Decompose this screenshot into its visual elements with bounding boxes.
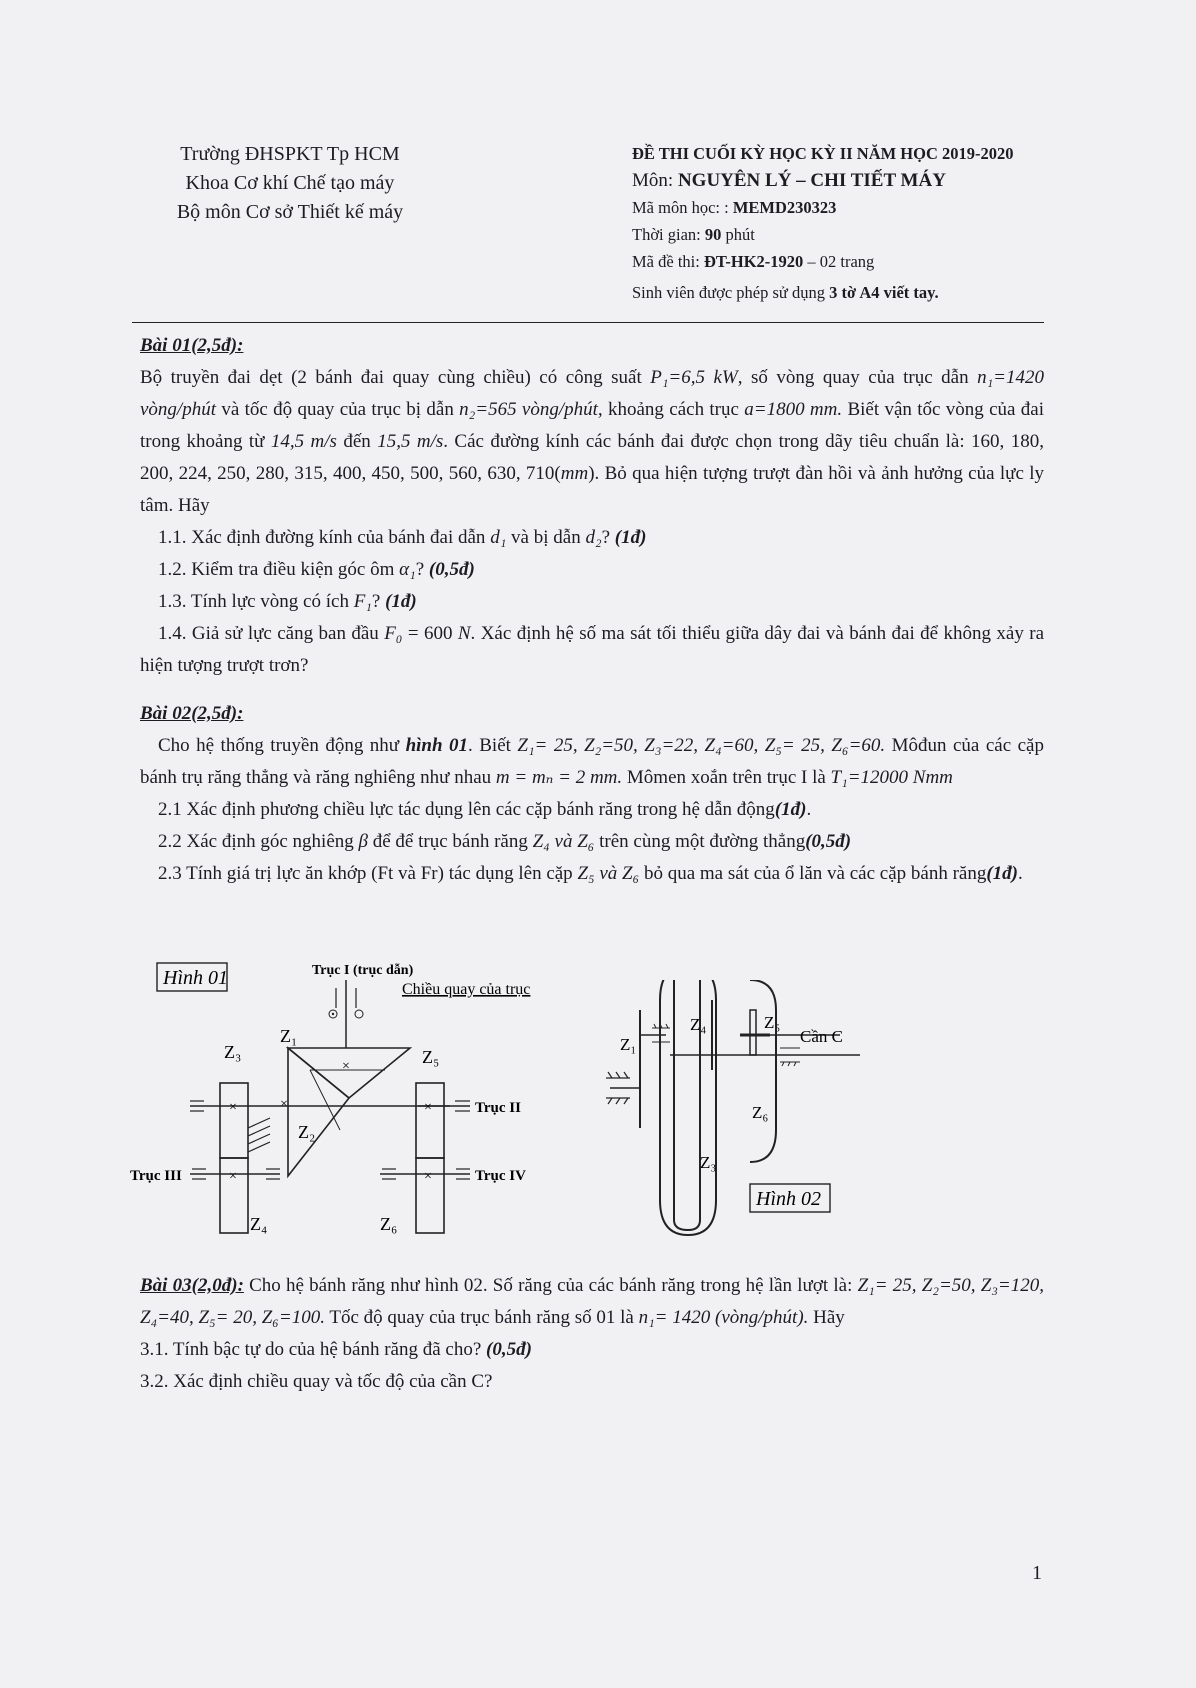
shaft-2-label: Trục II <box>475 1100 521 1116</box>
problem-1-title: Bài 01(2,5đ): <box>140 335 244 356</box>
figure-2 <box>600 980 910 1240</box>
svg-text:×: × <box>424 1169 432 1184</box>
f2-z6-label: Z₆ <box>752 1103 769 1122</box>
rotation-label: Chiều quay của trục <box>402 981 531 998</box>
institution-block <box>140 140 440 227</box>
rotation-cross-icon <box>355 1010 363 1018</box>
figure-1 <box>130 958 570 1238</box>
question-3-1: 3.1. Tính bậc tự do của hệ bánh răng đã cho? (0,5đ) <box>140 1339 532 1360</box>
svg-text:×: × <box>229 1169 237 1184</box>
ring-gear-outline <box>660 980 716 1235</box>
svg-text:×: × <box>229 1100 237 1115</box>
z1-label: Z₁ <box>280 1026 298 1046</box>
question-1-3: 1.3. Tính lực vòng có ích F₁? (1đ) <box>158 591 417 612</box>
ring-gear-z6 <box>750 980 776 1162</box>
shaft-1-label: Trục I (trục dẫn) <box>312 963 414 978</box>
z3-label: Z₃ <box>224 1042 242 1062</box>
carrier-bearing-hatch <box>780 1048 800 1066</box>
svg-text:×: × <box>280 1097 288 1112</box>
svg-text:×: × <box>342 1059 350 1074</box>
z4-label: Z₄ <box>250 1214 268 1234</box>
problem-1-statement: Bộ truyền đai dẹt (2 bánh đai quay cùng chiều) có công suất P₁=6,5 kW, số vòng quay của trục dẫn n₁=1420 vòng/phút và tốc độ quay của trục bị dẫn n₂=565 vòng/phút, khoảng cách trục a=1800 mm. Biết vận tốc vòng của đai trong khoảng từ 14,5 m/s đến 15,5 m/s. Các đường kính các bánh đai được chọn trong dãy tiêu chuẩn là: 160, 180, 200, 224, 250, 280, 315, 400, 450, 500, 560, 630, 710(mm). Bỏ qua hiện tượng trượt đàn hồi và ảnh hưởng của lực ly tâm. Hãy <box>140 367 1045 516</box>
exam-info-block <box>632 140 1102 306</box>
bevel-gear-z2 <box>288 1048 349 1176</box>
question-2-3: 2.3 Tính giá trị lực ăn khớp (Ft và Fr) tác dụng lên cặp Z₅ và Z₆ bỏ qua ma sát của ổ lăn và các cặp bánh răng(1đ). <box>158 863 1023 884</box>
z5-label: Z₅ <box>422 1047 440 1067</box>
carrier-label: Cần C <box>800 1027 843 1046</box>
question-3-2: 3.2. Xác định chiều quay và tốc độ của cần C? <box>140 1371 493 1392</box>
helical-teeth-hatch <box>248 1118 270 1152</box>
gear-z5 <box>416 1083 444 1158</box>
faculty-name: Khoa Cơ khí Chế tạo máy <box>185 172 395 194</box>
problem-3-statement: Bài 03(2,0đ): Cho hệ bánh răng như hình 02. Số răng của các bánh răng trong hệ lần lượt là: Z₁= 25, Z₂=50, Z₃=120, Z₄=40, Z₅= 20, Z₆=100. Tốc độ quay của trục bánh răng số 01 là n₁= 1420 (vòng/phút). Hãy <box>140 1275 1044 1328</box>
question-1-1: 1.1. Xác định đường kính của bánh đai dẫn d₁ và bị dẫn d₂? (1đ) <box>158 527 647 548</box>
f2-z1-label: Z₁ <box>620 1035 637 1054</box>
course-code-line: Mã môn học: : MEMD230323 <box>632 198 837 217</box>
allowed-materials-note: Sinh viên được phép sử dụng 3 tờ A4 viết tay. <box>632 283 939 302</box>
problem-1 <box>140 330 1044 682</box>
exam-title: ĐỀ THI CUỐI KỲ HỌC KỲ II NĂM HỌC 2019-2020 <box>632 144 1014 163</box>
f2-z3-label: Z₃ <box>700 1153 717 1172</box>
figure-1-label: Hình 01 <box>163 967 228 989</box>
exam-code-line: Mã đề thi: ĐT-HK2-1920 – 02 trang <box>632 252 875 271</box>
rotation-dot-icon <box>332 1013 334 1015</box>
gear-z5 <box>750 1010 756 1055</box>
figure-2-drawing <box>600 980 910 1240</box>
z2-label: Z₂ <box>298 1122 316 1142</box>
shaft-3-label: Trục III <box>130 1168 182 1184</box>
university-name: Trường ĐHSPKT Tp HCM <box>180 143 400 165</box>
f2-z5-label: Z₅ <box>764 1013 781 1032</box>
subject-line: Môn: NGUYÊN LÝ – CHI TIẾT MÁY <box>632 170 946 191</box>
svg-text:×: × <box>424 1100 432 1115</box>
time-line: Thời gian: 90 phút <box>632 225 755 244</box>
problem-3-title: Bài 03(2,0đ): <box>140 1275 244 1296</box>
gear-z3 <box>220 1083 248 1158</box>
question-1-2: 1.2. Kiểm tra điều kiện góc ôm α₁? (0,5đ) <box>158 559 475 580</box>
problem-2 <box>140 698 1044 890</box>
problem-2-statement: Cho hệ thống truyền động như hình 01. Biết Z₁= 25, Z₂=50, Z₃=22, Z₄=60, Z₅= 25, Z₆=60. Môđun của các cặp bánh trụ răng thẳng và răng nghiêng như nhau m = mₙ = 2 mm. Mômen xoắn trên trục I là T₁=12000 Nmm <box>140 735 1044 788</box>
figure-2-label: Hình 02 <box>756 1188 821 1210</box>
page-number: 1 <box>1032 1562 1042 1584</box>
problem-2-title: Bài 02(2,5đ): <box>140 703 244 724</box>
figure-1-drawing <box>130 958 570 1238</box>
question-2-2: 2.2 Xác định góc nghiêng β để để trục bánh răng Z₄ và Z₆ trên cùng một đường thẳng(0,5đ) <box>158 831 852 852</box>
question-1-4: 1.4. Giả sử lực căng ban đầu F₀ = 600 N. Xác định hệ số ma sát tối thiểu giữa dây đai và bánh đai để không xảy ra hiện tượng trượt trơn? <box>140 623 1044 676</box>
z6-label: Z₆ <box>380 1214 398 1234</box>
shaft-4-label: Trục IV <box>475 1168 526 1184</box>
f2-z4-label: Z₄ <box>690 1015 707 1034</box>
department-name: Bộ môn Cơ sở Thiết kế máy <box>176 201 404 223</box>
question-2-1: 2.1 Xác định phương chiều lực tác dụng lên các cặp bánh răng trong hệ dẫn động(1đ). <box>158 799 812 820</box>
header-divider <box>132 322 1044 323</box>
problem-3 <box>140 1270 1044 1398</box>
